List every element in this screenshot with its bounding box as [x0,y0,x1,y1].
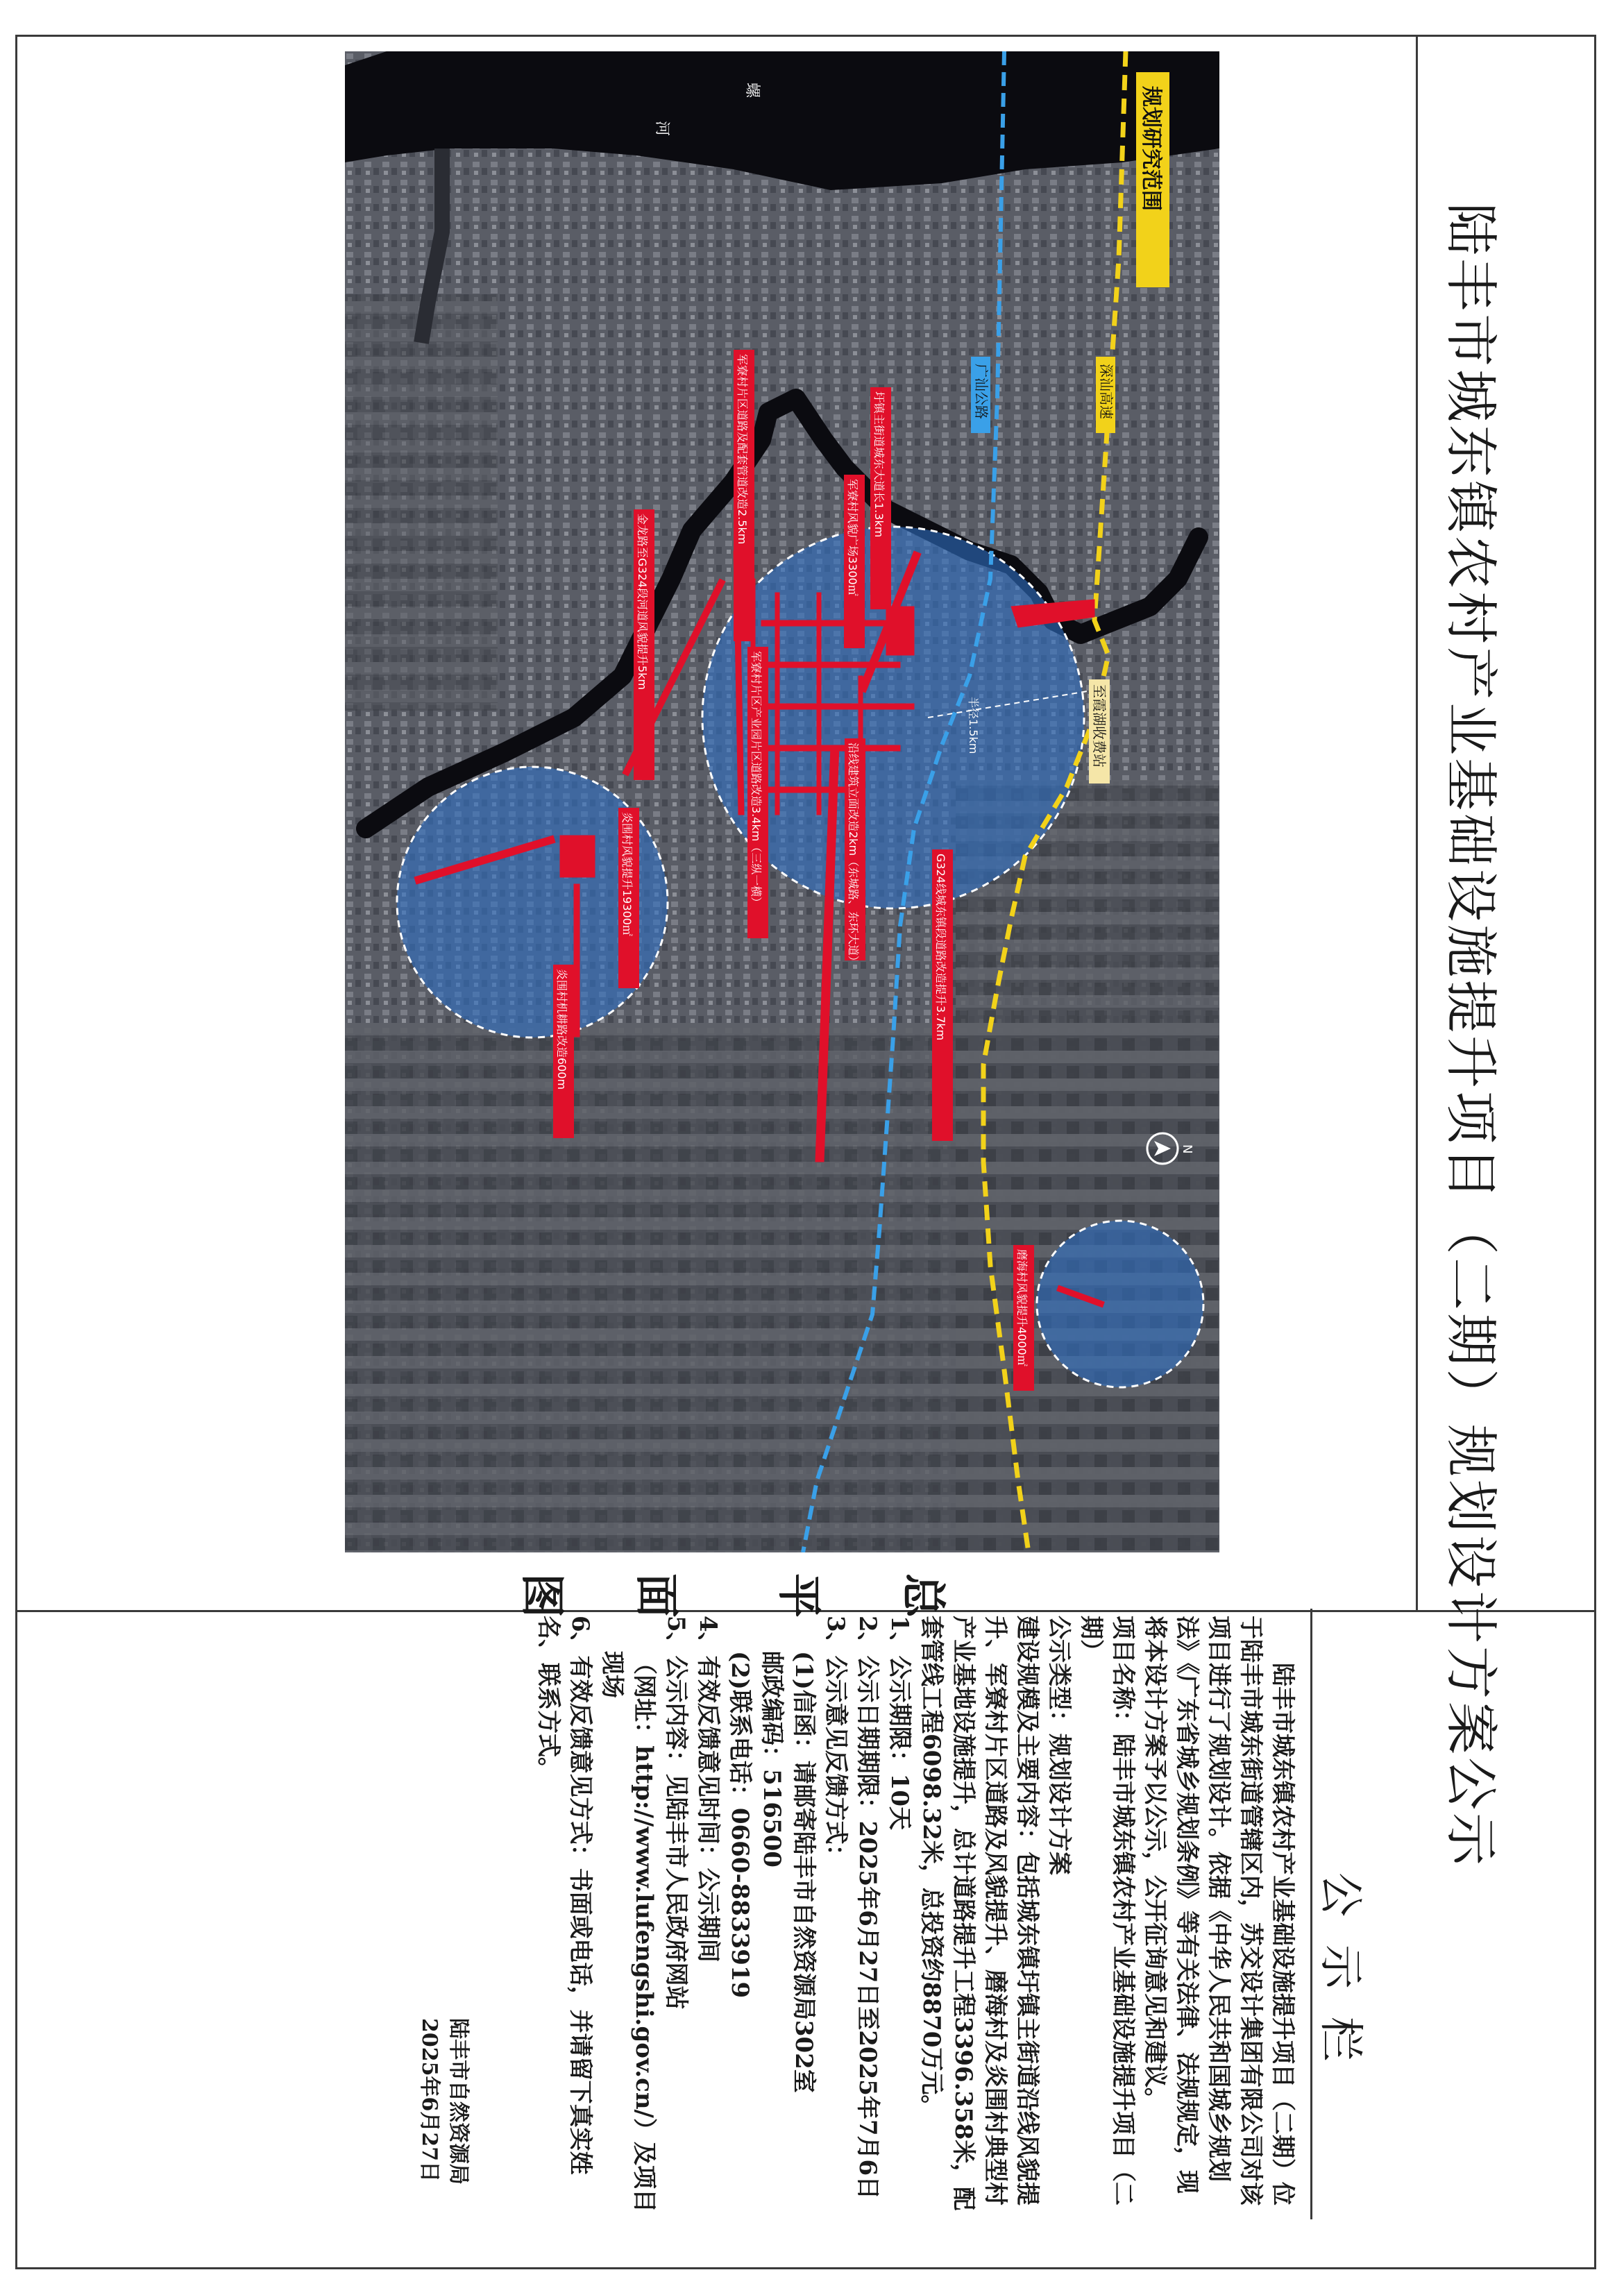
farmland-west [345,294,498,711]
callout-2: 军寮村片区道路及配套管道改造2.5km [736,354,749,545]
expressway-label: 深汕高速 [1098,364,1115,419]
yanwei-plaza [560,836,595,877]
industrial-road-3 [761,704,914,709]
farmland-east [956,780,1219,1552]
industrial-road-1 [761,620,900,626]
notice-header [1310,1609,1389,2219]
side-label-char-4: 图 [516,1573,568,1618]
callout-9: 炎围村机耕路改造600m [555,969,568,1090]
side-label-char-2: 平 [772,1573,824,1618]
callout-1: 圩镇主街道城东大道长1.3km [872,391,886,538]
signature-date: 2025年6月27日 [417,2018,441,2183]
callout-5: 军寮村片区产业园片区道路改造3.4km（三纵一横） [750,651,763,908]
notice-header-text: 公示栏 [1314,1872,1366,2089]
notice-item-4: 4、有效反馈意见时间：公示期间 [694,1616,722,1963]
notice-scale: 建设规模及主要内容：包括城东镇圩镇主街道沿线风貌提升、军寮村片区道路及风貌提升、磨海村及炎围村典型村产业基地设施提升，总计道路提升工程3396.358米，配套管线工程6098.32米，总投资约8870万元。 [917,1616,1041,2211]
callout-4: 金龙路至G324段河道风貌提升5km [636,514,649,690]
village-roads-c [817,593,821,815]
master-plan-map [345,51,1219,1552]
notice-type: 公示类型：规划设计方案 [1045,1616,1073,1875]
village-roads-b [775,593,779,815]
callout-7: G324线城东镇段道路改造提升3.7km [934,854,947,1041]
notice-panel [403,1609,1389,2219]
notice-signature [414,2018,473,2185]
notice-body [532,1616,1299,2212]
river-label-1: 螺 [743,83,761,99]
highway-label: 广汕公路 [973,364,990,419]
notice-item-3b: (2)联系电话：0660-8833919 [726,1651,754,1999]
notice-website[interactable]: （网址：http://www.lufengshi.gov.cn/）及项目现场 [598,1651,658,2212]
notice-intro: 陆丰市城东镇农村产业基础设施提升项目（二期）位于陆丰市城东街道管辖区内，苏交设计集团有限公司对该项目进行了规划设计。依据《中华人民共和国城乡规划法》《广东省城乡规划条例》等有关法律、法规规定，现将本设计方案予以公示，公开征询意见和建议。 [1141,1616,1296,2205]
notice-project-name: 项目名称：陆丰市城东镇农村产业基础设施提升项目（二期） [1077,1616,1137,2205]
notice-item-2: 2、公示日期期限：2025年6月27日至2025年7月6日 [854,1616,881,2200]
signature-org: 陆丰市自然资源局 [446,2018,471,2185]
notice-item-6: 6、有效反馈意见方式：书面或电话，并请留下真实姓名、联系方式。 [534,1616,594,2175]
title-divider [1416,36,1418,1611]
notice-item-3: 3、公示意见反馈方式： [822,1616,849,1868]
notice-postcode: 邮政编码：516500 [758,1651,786,1868]
notice-item-5: 5、公示内容：见陆丰市人民政府网站 [662,1616,690,2010]
industrial-road-4 [761,745,900,751]
scope-label: 规划研究范围 [1139,86,1163,211]
radius-label: 半径1.5km [967,697,980,754]
callout-10: 磨海村风貌提升4000㎡ [1015,1249,1029,1366]
page-title: 陆丰市城东镇农村产业基础设施提升项目（二期）规划设计方案公示 [1440,203,1502,1868]
yanwei-field-road [574,884,580,1037]
notice-item-1: 1、公示期限：10天 [886,1616,913,1830]
river-label-2: 河 [653,121,670,137]
callout-3: 军寮村风貌广场3300㎡ [846,479,859,596]
toll-label: 至霞湖收费站 [1091,684,1108,768]
side-label-char-3: 面 [630,1573,682,1618]
north-label: N [1180,1144,1194,1154]
industrial-road-2 [761,662,900,668]
notice-item-3a: (1)信函：请邮寄陆丰市自然资源局302室 [790,1651,818,2093]
callout-8: 炎围村风貌提升19300㎡ [620,812,634,936]
side-label-char-1: 总 [897,1573,949,1618]
junliao-plaza [886,607,914,655]
mohai-circle [1037,1221,1203,1387]
callout-6: 沿线建筑立面改造2km（东城路、东环大道） [847,743,860,967]
